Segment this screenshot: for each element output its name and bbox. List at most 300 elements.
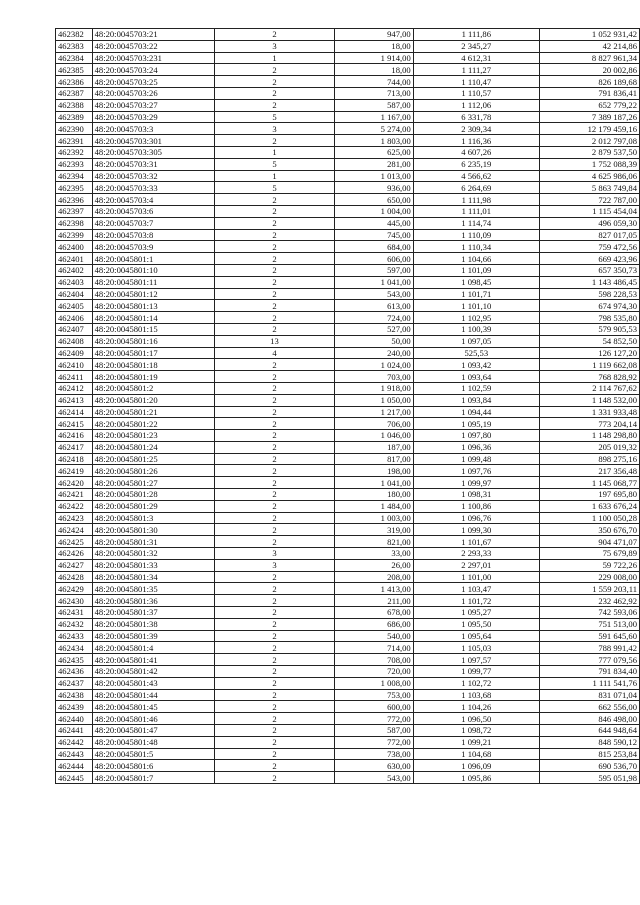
specific-value-cell: 525,53	[413, 347, 539, 359]
table-row	[56, 536, 640, 548]
specific-value-cell: 1 098,72	[413, 725, 539, 737]
cadastral-number-cell: 48:20:0045703:22	[92, 40, 215, 52]
row-number-cell: 462410	[56, 359, 93, 371]
area-cell: 713,00	[334, 87, 413, 99]
group-code-cell: 2	[215, 512, 334, 524]
row-number-cell: 462419	[56, 465, 93, 477]
group-code-cell: 2	[215, 595, 334, 607]
table-row	[56, 76, 640, 88]
specific-value-cell: 1 103,47	[413, 583, 539, 595]
table-row	[56, 111, 640, 123]
group-code-cell: 2	[215, 725, 334, 737]
row-number-cell: 462417	[56, 441, 93, 453]
table-body	[56, 29, 640, 784]
row-number-cell: 462394	[56, 170, 93, 182]
row-number-cell: 462403	[56, 276, 93, 288]
area-cell: 543,00	[334, 772, 413, 784]
cadastral-number-cell: 48:20:0045801:11	[92, 276, 215, 288]
cadastral-value-cell: 12 179 459,16	[539, 123, 639, 135]
group-code-cell: 2	[215, 713, 334, 725]
group-code-cell: 2	[215, 772, 334, 784]
group-code-cell: 2	[215, 536, 334, 548]
area-cell: 1 004,00	[334, 205, 413, 217]
table-row	[56, 618, 640, 630]
area-cell: 587,00	[334, 725, 413, 737]
area-cell: 606,00	[334, 253, 413, 265]
cadastral-value-cell: 1 115 454,04	[539, 205, 639, 217]
cadastral-number-cell: 48:20:0045801:44	[92, 689, 215, 701]
specific-value-cell: 4 612,31	[413, 52, 539, 64]
area-cell: 540,00	[334, 630, 413, 642]
area-cell: 1 003,00	[334, 512, 413, 524]
table-row	[56, 430, 640, 442]
row-number-cell: 462423	[56, 512, 93, 524]
cadastral-value-cell: 8 827 961,34	[539, 52, 639, 64]
cadastral-value-cell: 20 002,86	[539, 64, 639, 76]
row-number-cell: 462411	[56, 371, 93, 383]
row-number-cell: 462393	[56, 158, 93, 170]
cadastral-value-cell: 1 148 532,00	[539, 394, 639, 406]
row-number-cell: 462383	[56, 40, 93, 52]
group-code-cell: 2	[215, 642, 334, 654]
specific-value-cell: 1 110,57	[413, 87, 539, 99]
specific-value-cell: 1 110,34	[413, 241, 539, 253]
specific-value-cell: 1 093,84	[413, 394, 539, 406]
row-number-cell: 462422	[56, 500, 93, 512]
area-cell: 630,00	[334, 760, 413, 772]
cadastral-number-cell: 48:20:0045801:1	[92, 253, 215, 265]
table-row	[56, 654, 640, 666]
cadastral-number-cell: 48:20:0045801:45	[92, 701, 215, 713]
cadastral-number-cell: 48:20:0045801:33	[92, 559, 215, 571]
group-code-cell: 2	[215, 406, 334, 418]
row-number-cell: 462401	[56, 253, 93, 265]
table-row	[56, 217, 640, 229]
cadastral-number-cell: 48:20:0045801:34	[92, 571, 215, 583]
row-number-cell: 462412	[56, 382, 93, 394]
specific-value-cell: 1 104,68	[413, 748, 539, 760]
area-cell: 281,00	[334, 158, 413, 170]
row-number-cell: 462440	[56, 713, 93, 725]
specific-value-cell: 1 096,50	[413, 713, 539, 725]
cadastral-number-cell: 48:20:0045801:39	[92, 630, 215, 642]
table-row	[56, 477, 640, 489]
specific-value-cell: 1 103,68	[413, 689, 539, 701]
cadastral-number-cell: 48:20:0045801:35	[92, 583, 215, 595]
group-code-cell: 2	[215, 465, 334, 477]
row-number-cell: 462415	[56, 418, 93, 430]
area-cell: 772,00	[334, 713, 413, 725]
cadastral-value-cell: 1 331 933,48	[539, 406, 639, 418]
specific-value-cell: 1 096,76	[413, 512, 539, 524]
table-row	[56, 253, 640, 265]
table-row	[56, 760, 640, 772]
table-row	[56, 29, 640, 41]
table-row	[56, 264, 640, 276]
table-row	[56, 52, 640, 64]
group-code-cell: 2	[215, 371, 334, 383]
table-row	[56, 394, 640, 406]
specific-value-cell: 4 607,26	[413, 146, 539, 158]
cadastral-value-cell: 1 145 068,77	[539, 477, 639, 489]
row-number-cell: 462386	[56, 76, 93, 88]
group-code-cell: 2	[215, 666, 334, 678]
table-row	[56, 135, 640, 147]
table-row	[56, 548, 640, 560]
cadastral-number-cell: 48:20:0045703:7	[92, 217, 215, 229]
cadastral-value-cell: 1 752 088,39	[539, 158, 639, 170]
group-code-cell: 1	[215, 170, 334, 182]
specific-value-cell: 1 101,10	[413, 300, 539, 312]
area-cell: 208,00	[334, 571, 413, 583]
area-cell: 18,00	[334, 64, 413, 76]
group-code-cell: 2	[215, 87, 334, 99]
cadastral-value-cell: 2 879 537,50	[539, 146, 639, 158]
cadastral-number-cell: 48:20:0045801:30	[92, 524, 215, 536]
specific-value-cell: 1 100,39	[413, 323, 539, 335]
cadastral-value-cell: 1 633 676,24	[539, 500, 639, 512]
specific-value-cell: 1 095,64	[413, 630, 539, 642]
group-code-cell: 3	[215, 123, 334, 135]
specific-value-cell: 1 104,26	[413, 701, 539, 713]
table-row	[56, 87, 640, 99]
cadastral-value-cell: 791 836,41	[539, 87, 639, 99]
group-code-cell: 2	[215, 489, 334, 501]
specific-value-cell: 1 110,09	[413, 229, 539, 241]
area-cell: 678,00	[334, 607, 413, 619]
table-row	[56, 571, 640, 583]
area-cell: 1 914,00	[334, 52, 413, 64]
specific-value-cell: 2 309,34	[413, 123, 539, 135]
area-cell: 1 024,00	[334, 359, 413, 371]
group-code-cell: 2	[215, 312, 334, 324]
cadastral-value-cell: 768 828,92	[539, 371, 639, 383]
cadastral-value-cell: 657 350,73	[539, 264, 639, 276]
cadastral-number-cell: 48:20:0045801:26	[92, 465, 215, 477]
cadastral-value-cell: 788 991,42	[539, 642, 639, 654]
cadastral-number-cell: 48:20:0045703:25	[92, 76, 215, 88]
row-number-cell: 462430	[56, 595, 93, 607]
table-row	[56, 229, 640, 241]
row-number-cell: 462437	[56, 677, 93, 689]
group-code-cell: 2	[215, 654, 334, 666]
area-cell: 724,00	[334, 312, 413, 324]
cadastral-value-cell: 791 834,40	[539, 666, 639, 678]
table-row	[56, 64, 640, 76]
specific-value-cell: 1 110,47	[413, 76, 539, 88]
group-code-cell: 2	[215, 571, 334, 583]
group-code-cell: 2	[215, 300, 334, 312]
cadastral-number-cell: 48:20:0045801:29	[92, 500, 215, 512]
cadastral-number-cell: 48:20:0045801:43	[92, 677, 215, 689]
specific-value-cell: 1 099,97	[413, 477, 539, 489]
specific-value-cell: 1 101,72	[413, 595, 539, 607]
cadastral-value-cell: 1 559 203,11	[539, 583, 639, 595]
group-code-cell: 2	[215, 477, 334, 489]
row-number-cell: 462391	[56, 135, 93, 147]
specific-value-cell: 1 111,01	[413, 205, 539, 217]
area-cell: 50,00	[334, 335, 413, 347]
cadastral-value-cell: 75 679,89	[539, 548, 639, 560]
area-cell: 5 274,00	[334, 123, 413, 135]
specific-value-cell: 1 100,86	[413, 500, 539, 512]
cadastral-number-cell: 48:20:0045801:15	[92, 323, 215, 335]
cadastral-number-cell: 48:20:0045703:4	[92, 194, 215, 206]
cadastral-number-cell: 48:20:0045801:4	[92, 642, 215, 654]
specific-value-cell: 1 101,71	[413, 288, 539, 300]
cadastral-number-cell: 48:20:0045703:32	[92, 170, 215, 182]
cadastral-number-cell: 48:20:0045703:3	[92, 123, 215, 135]
row-number-cell: 462444	[56, 760, 93, 772]
cadastral-value-cell: 662 556,00	[539, 701, 639, 713]
table-row	[56, 300, 640, 312]
cadastral-number-cell: 48:20:0045703:33	[92, 182, 215, 194]
area-cell: 1 167,00	[334, 111, 413, 123]
specific-value-cell: 1 099,48	[413, 453, 539, 465]
row-number-cell: 462409	[56, 347, 93, 359]
cadastral-value-cell: 350 676,70	[539, 524, 639, 536]
cadastral-value-cell: 831 071,04	[539, 689, 639, 701]
cadastral-number-cell: 48:20:0045703:24	[92, 64, 215, 76]
cadastral-value-cell: 759 472,56	[539, 241, 639, 253]
table-row	[56, 347, 640, 359]
row-number-cell: 462438	[56, 689, 93, 701]
table-row	[56, 123, 640, 135]
table-row	[56, 241, 640, 253]
row-number-cell: 462395	[56, 182, 93, 194]
cadastral-value-cell: 1 148 298,80	[539, 430, 639, 442]
cadastral-value-cell: 773 204,14	[539, 418, 639, 430]
area-cell: 445,00	[334, 217, 413, 229]
row-number-cell: 462388	[56, 99, 93, 111]
cadastral-number-cell: 48:20:0045703:305	[92, 146, 215, 158]
cadastral-value-cell: 579 905,53	[539, 323, 639, 335]
cadastral-number-cell: 48:20:0045801:13	[92, 300, 215, 312]
group-code-cell: 13	[215, 335, 334, 347]
row-number-cell: 462397	[56, 205, 93, 217]
area-cell: 1 050,00	[334, 394, 413, 406]
cadastral-number-cell: 48:20:0045801:46	[92, 713, 215, 725]
table-row	[56, 607, 640, 619]
cadastral-value-cell: 42 214,86	[539, 40, 639, 52]
specific-value-cell: 6 235,19	[413, 158, 539, 170]
specific-value-cell: 1 098,45	[413, 276, 539, 288]
area-cell: 1 046,00	[334, 430, 413, 442]
area-cell: 1 918,00	[334, 382, 413, 394]
cadastral-number-cell: 48:20:0045801:38	[92, 618, 215, 630]
row-number-cell: 462389	[56, 111, 93, 123]
group-code-cell: 2	[215, 500, 334, 512]
cadastral-value-cell: 827 017,05	[539, 229, 639, 241]
group-code-cell: 2	[215, 430, 334, 442]
cadastral-number-cell: 48:20:0045801:19	[92, 371, 215, 383]
specific-value-cell: 1 098,31	[413, 489, 539, 501]
group-code-cell: 2	[215, 583, 334, 595]
group-code-cell: 2	[215, 382, 334, 394]
cadastral-value-cell: 815 253,84	[539, 748, 639, 760]
cadastral-value-cell: 598 228,53	[539, 288, 639, 300]
cadastral-number-cell: 48:20:0045703:9	[92, 241, 215, 253]
area-cell: 211,00	[334, 595, 413, 607]
area-cell: 1 041,00	[334, 477, 413, 489]
cadastral-number-cell: 48:20:0045703:26	[92, 87, 215, 99]
row-number-cell: 462445	[56, 772, 93, 784]
cadastral-value-cell: 848 590,12	[539, 736, 639, 748]
group-code-cell: 2	[215, 760, 334, 772]
cadastral-value-cell: 1 100 050,28	[539, 512, 639, 524]
area-cell: 686,00	[334, 618, 413, 630]
table-row	[56, 677, 640, 689]
area-cell: 597,00	[334, 264, 413, 276]
row-number-cell: 462387	[56, 87, 93, 99]
area-cell: 198,00	[334, 465, 413, 477]
table-row	[56, 736, 640, 748]
group-code-cell: 2	[215, 229, 334, 241]
area-cell: 1 013,00	[334, 170, 413, 182]
area-cell: 650,00	[334, 194, 413, 206]
specific-value-cell: 1 094,44	[413, 406, 539, 418]
cadastral-number-cell: 48:20:0045801:47	[92, 725, 215, 737]
group-code-cell: 2	[215, 276, 334, 288]
cadastral-number-cell: 48:20:0045801:22	[92, 418, 215, 430]
row-number-cell: 462441	[56, 725, 93, 737]
group-code-cell: 2	[215, 194, 334, 206]
table-row	[56, 642, 640, 654]
row-number-cell: 462396	[56, 194, 93, 206]
row-number-cell: 462404	[56, 288, 93, 300]
group-code-cell: 2	[215, 453, 334, 465]
group-code-cell: 2	[215, 524, 334, 536]
area-cell: 543,00	[334, 288, 413, 300]
group-code-cell: 2	[215, 441, 334, 453]
row-number-cell: 462425	[56, 536, 93, 548]
area-cell: 600,00	[334, 701, 413, 713]
specific-value-cell: 1 099,21	[413, 736, 539, 748]
area-cell: 625,00	[334, 146, 413, 158]
cadastral-value-cell: 229 008,00	[539, 571, 639, 583]
cadastral-value-cell: 4 625 986,06	[539, 170, 639, 182]
specific-value-cell: 1 095,86	[413, 772, 539, 784]
group-code-cell: 2	[215, 29, 334, 41]
area-cell: 1 803,00	[334, 135, 413, 147]
cadastral-number-cell: 48:20:0045703:27	[92, 99, 215, 111]
group-code-cell: 2	[215, 323, 334, 335]
group-code-cell: 2	[215, 736, 334, 748]
table-row	[56, 465, 640, 477]
cadastral-value-cell: 652 779,22	[539, 99, 639, 111]
cadastral-value-cell: 751 513,00	[539, 618, 639, 630]
cadastral-value-cell: 7 389 187,26	[539, 111, 639, 123]
table-row	[56, 725, 640, 737]
specific-value-cell: 1 104,66	[413, 253, 539, 265]
row-number-cell: 462382	[56, 29, 93, 41]
table-row	[56, 666, 640, 678]
cadastral-value-cell: 722 787,00	[539, 194, 639, 206]
row-number-cell: 462402	[56, 264, 93, 276]
table-row	[56, 772, 640, 784]
cadastral-value-cell: 197 695,80	[539, 489, 639, 501]
group-code-cell: 3	[215, 40, 334, 52]
cadastral-number-cell: 48:20:0045801:12	[92, 288, 215, 300]
row-number-cell: 462431	[56, 607, 93, 619]
specific-value-cell: 1 111,98	[413, 194, 539, 206]
group-code-cell: 1	[215, 146, 334, 158]
area-cell: 613,00	[334, 300, 413, 312]
cadastral-number-cell: 48:20:0045801:36	[92, 595, 215, 607]
row-number-cell: 462413	[56, 394, 93, 406]
cadastral-value-cell: 644 948,64	[539, 725, 639, 737]
table-row	[56, 146, 640, 158]
specific-value-cell: 1 097,76	[413, 465, 539, 477]
area-cell: 180,00	[334, 489, 413, 501]
specific-value-cell: 1 096,36	[413, 441, 539, 453]
group-code-cell: 2	[215, 689, 334, 701]
cadastral-value-cell: 496 059,30	[539, 217, 639, 229]
specific-value-cell: 2 297,01	[413, 559, 539, 571]
cadastral-number-cell: 48:20:0045801:10	[92, 264, 215, 276]
area-cell: 708,00	[334, 654, 413, 666]
area-cell: 1 217,00	[334, 406, 413, 418]
row-number-cell: 462400	[56, 241, 93, 253]
area-cell: 706,00	[334, 418, 413, 430]
cadastral-value-cell: 846 498,00	[539, 713, 639, 725]
cadastral-value-cell: 54 852,50	[539, 335, 639, 347]
table-row	[56, 382, 640, 394]
group-code-cell: 2	[215, 264, 334, 276]
specific-value-cell: 1 101,67	[413, 536, 539, 548]
table-row	[56, 713, 640, 725]
specific-value-cell: 6 331,78	[413, 111, 539, 123]
cadastral-number-cell: 48:20:0045801:27	[92, 477, 215, 489]
specific-value-cell: 1 101,09	[413, 264, 539, 276]
cadastral-number-cell: 48:20:0045801:42	[92, 666, 215, 678]
group-code-cell: 2	[215, 677, 334, 689]
cadastral-number-cell: 48:20:0045703:231	[92, 52, 215, 64]
cadastral-value-cell: 1 119 662,08	[539, 359, 639, 371]
cadastral-number-cell: 48:20:0045801:37	[92, 607, 215, 619]
table-row	[56, 500, 640, 512]
table-row	[56, 559, 640, 571]
specific-value-cell: 1 102,95	[413, 312, 539, 324]
area-cell: 720,00	[334, 666, 413, 678]
specific-value-cell: 1 102,59	[413, 382, 539, 394]
area-cell: 821,00	[334, 536, 413, 548]
area-cell: 187,00	[334, 441, 413, 453]
group-code-cell: 2	[215, 76, 334, 88]
row-number-cell: 462435	[56, 654, 93, 666]
group-code-cell: 2	[215, 205, 334, 217]
row-number-cell: 462407	[56, 323, 93, 335]
cadastral-value-cell: 591 645,60	[539, 630, 639, 642]
group-code-cell: 5	[215, 182, 334, 194]
specific-value-cell: 1 095,50	[413, 618, 539, 630]
group-code-cell: 3	[215, 559, 334, 571]
area-cell: 745,00	[334, 229, 413, 241]
specific-value-cell: 2 345,27	[413, 40, 539, 52]
table-row	[56, 288, 640, 300]
table-row	[56, 312, 640, 324]
table-row	[56, 371, 640, 383]
cadastral-value-cell: 1 052 931,42	[539, 29, 639, 41]
row-number-cell: 462421	[56, 489, 93, 501]
cadastral-number-cell: 48:20:0045801:24	[92, 441, 215, 453]
group-code-cell: 2	[215, 701, 334, 713]
cadastral-number-cell: 48:20:0045801:32	[92, 548, 215, 560]
area-cell: 714,00	[334, 642, 413, 654]
cadastral-value-cell: 126 127,20	[539, 347, 639, 359]
group-code-cell: 2	[215, 607, 334, 619]
table-row	[56, 595, 640, 607]
